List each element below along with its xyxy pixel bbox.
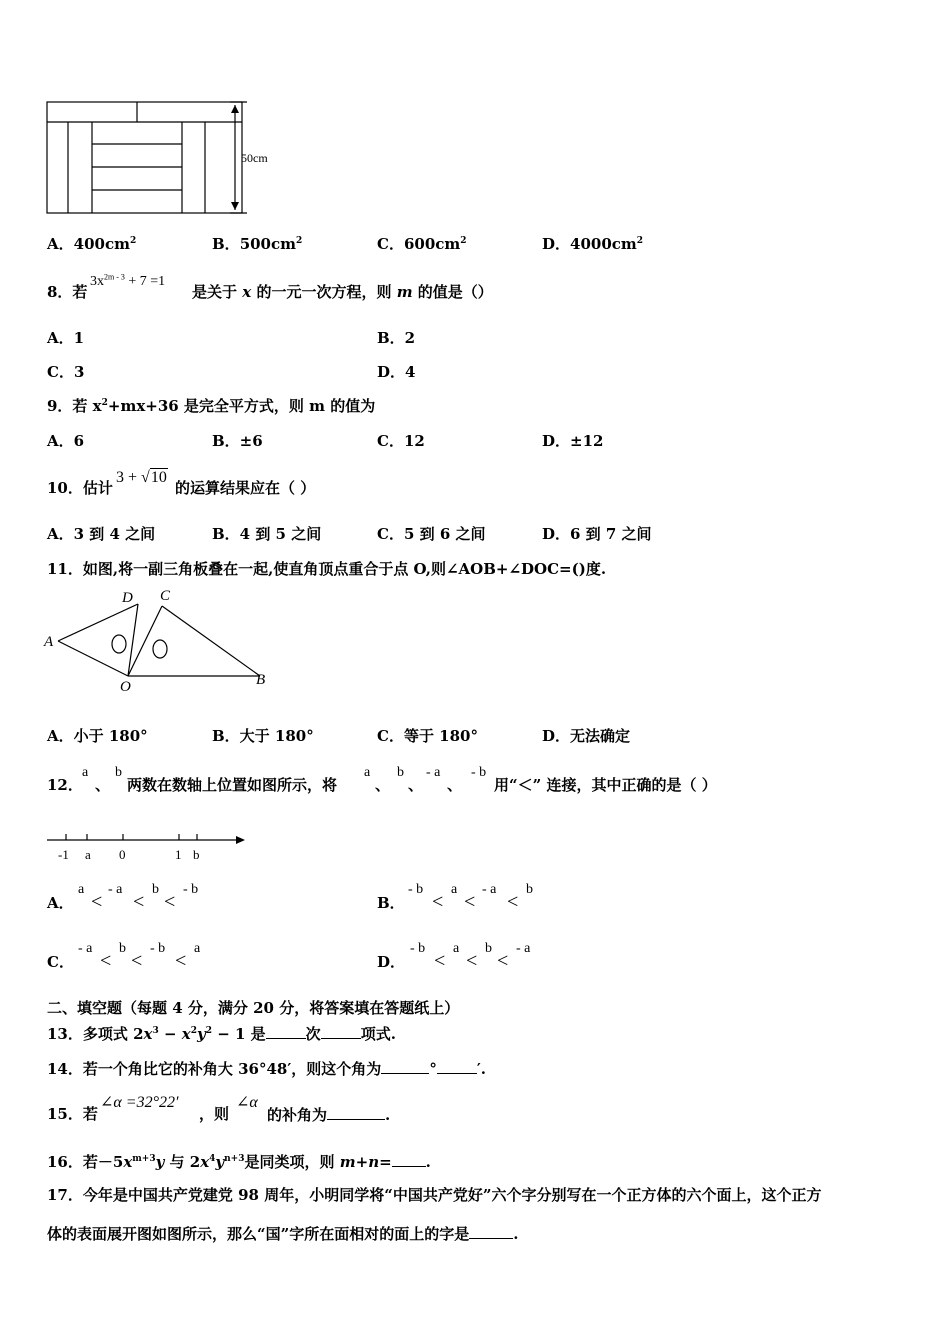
q12-a-term-1: a <box>78 882 85 897</box>
q9-option-d[interactable]: D．±12 <box>542 432 604 450</box>
q11-option-d[interactable]: D．无法确定 <box>542 727 631 745</box>
q12-sep-3: 、 <box>408 776 424 794</box>
q12-d-term-1: - b <box>410 941 426 956</box>
q12-option-b-letter: B． <box>377 894 405 912</box>
q8-number: 8．若 <box>47 283 88 301</box>
q12-a-term-2: - a <box>108 882 123 897</box>
q12-number: 12． <box>47 776 83 794</box>
q12-option-d-letter: D． <box>377 953 406 971</box>
q10-option-b[interactable]: B．4 到 5 之间 <box>212 525 322 543</box>
q10-option-a[interactable]: A．3 到 4 之间 <box>47 525 156 543</box>
q13-blank-2[interactable] <box>321 1026 361 1039</box>
q11-label-c: C <box>160 588 171 604</box>
q15-mid: ，则 <box>199 1105 230 1123</box>
q12-sep-4: 、 <box>447 776 463 794</box>
q15-prefix: 15．若 <box>47 1105 98 1123</box>
q15-blank[interactable] <box>327 1107 385 1120</box>
q12-c-term-3: - b <box>150 941 166 956</box>
q12-c-lt-1: < <box>100 950 112 972</box>
q8-formula: $3x^{2m - 3} + 7 =1$ <box>90 272 166 289</box>
q11-label-o: O <box>120 679 131 695</box>
q12-c-term-2: b <box>119 941 126 956</box>
q7-figure <box>40 97 300 222</box>
q7-option-c[interactable]: C．$600cm^2$ <box>377 235 467 253</box>
q11-option-a[interactable]: A．小于 180° <box>47 727 148 745</box>
q12-sep-2: 、 <box>375 776 391 794</box>
q14-stem: 14．若一个角比它的补角大 36°48′，则这个角为 ° ′. <box>47 1060 486 1078</box>
q11-label-b: B <box>256 672 266 688</box>
axis-label-1: 1 <box>175 847 182 862</box>
axis-label-a: a <box>85 847 91 862</box>
q14-blank-2[interactable] <box>437 1061 477 1074</box>
q12-c-term-1: - a <box>78 941 93 956</box>
q12-sep-1: 、 <box>95 776 111 794</box>
q17-line-2: 体的表面展开图如图所示，那么“国”字所在面相对的面上的字是 . <box>47 1225 519 1243</box>
q12-a-lt-2: < <box>133 891 145 913</box>
q12-d-lt-2: < <box>466 950 478 972</box>
q13-blank-1[interactable] <box>266 1026 306 1039</box>
q17-blank[interactable] <box>469 1226 513 1239</box>
q12-b-lt-1: < <box>432 891 444 913</box>
q15-formula-2: ∠α <box>236 1094 258 1111</box>
q8-stem-tail: 是关于 x 的一元一次方程，则 m 的值是（） <box>192 283 493 301</box>
q11-option-b[interactable]: B．大于 180° <box>212 727 314 745</box>
q10-option-c[interactable]: C．5 到 6 之间 <box>377 525 486 543</box>
q8-option-d[interactable]: D．4 <box>377 363 416 381</box>
q12-option-c-letter: C． <box>47 953 74 971</box>
q12-b-term-3: - a <box>482 882 497 897</box>
section-2-heading: 二、填空题（每题 4 分，满分 20 分，将答案填在答题纸上） <box>47 999 460 1017</box>
q11-label-d: D <box>122 590 133 606</box>
q16-stem: 16．若$-5x^{m+3}y$ 与 $2x^4y^{n+3}$是同类项，则 m+n= . <box>47 1153 431 1171</box>
q15-tail: 的补角为 . <box>267 1106 391 1124</box>
q7-option-d[interactable]: D．$4000cm^2$ <box>542 235 644 253</box>
q11-label-a: A <box>44 634 54 650</box>
q7-option-a[interactable]: A．$400cm^2$ <box>47 235 137 253</box>
q12-c-term-4: a <box>194 941 201 956</box>
q9-option-a[interactable]: A．6 <box>47 432 85 450</box>
q17-line-1: 17．今年是中国共产党建党 98 周年，小明同学将“中国共产党好”六个字分别写在一个正方体的六个面上，这个正方 <box>47 1186 822 1204</box>
q12-a-lt-1: < <box>91 891 103 913</box>
q12-b-term-2: a <box>451 882 458 897</box>
q7-dimension-label: 50cm <box>241 151 268 165</box>
q12-c-lt-3: < <box>175 950 187 972</box>
axis-label-neg1: -1 <box>58 847 69 862</box>
q8-option-b[interactable]: B．2 <box>377 329 416 347</box>
q12-a-term-4: - b <box>183 882 199 897</box>
q8-option-a[interactable]: A．1 <box>47 329 85 347</box>
q12-var-a: a <box>82 765 89 780</box>
axis-label-b: b <box>193 847 200 862</box>
q12-number-line <box>45 832 255 862</box>
q10-number: 10．估计 <box>47 479 113 497</box>
q12-term-neg-b: - b <box>471 765 487 780</box>
q12-b-term-4: b <box>526 882 533 897</box>
q7-option-b[interactable]: B．$500cm^2$ <box>212 235 303 253</box>
q12-d-lt-1: < <box>434 950 446 972</box>
q12-b-lt-3: < <box>507 891 519 913</box>
q15-formula: ∠α =32°22′ <box>100 1094 179 1111</box>
q11-figure <box>40 586 280 696</box>
q9-option-b[interactable]: B．±6 <box>212 432 263 450</box>
q11-option-c[interactable]: C．等于 180° <box>377 727 478 745</box>
q8-option-c[interactable]: C．3 <box>47 363 85 381</box>
q12-term-b: b <box>397 765 404 780</box>
q12-b-term-1: - b <box>408 882 424 897</box>
q12-option-a-letter: A． <box>47 894 74 912</box>
q12-d-term-2: a <box>453 941 460 956</box>
q14-blank-1[interactable] <box>381 1061 429 1074</box>
q12-a-term-3: b <box>152 882 159 897</box>
q9-stem: 9．若 $x^2+mx+36$ 是完全平方式，则 m 的值为 <box>47 397 376 415</box>
q12-a-lt-3: < <box>164 891 176 913</box>
q10-stem-tail: 的运算结果应在（ ） <box>175 479 316 497</box>
q12-var-b: b <box>115 765 122 780</box>
q10-option-d[interactable]: D．6 到 7 之间 <box>542 525 652 543</box>
q12-term-neg-a: - a <box>426 765 441 780</box>
axis-label-0: 0 <box>119 847 126 862</box>
q10-formula: 3 + √10 <box>116 469 167 486</box>
q12-c-lt-2: < <box>131 950 143 972</box>
q12-b-lt-2: < <box>464 891 476 913</box>
q12-term-a: a <box>364 765 371 780</box>
q12-mid: 两数在数轴上位置如图所示，将 <box>127 776 338 794</box>
q12-d-term-3: b <box>485 941 492 956</box>
q12-d-lt-3: < <box>497 950 509 972</box>
q13-stem: 13．多项式 $2x^3 - x^2y^2 - 1$ 是 次 项式. <box>47 1025 396 1043</box>
q9-option-c[interactable]: C．12 <box>377 432 425 450</box>
q12-stem-tail: 用“＜” 连接，其中正确的是（ ） <box>494 776 717 794</box>
q16-blank[interactable] <box>392 1154 426 1167</box>
q11-stem: 11．如图,将一副三角板叠在一起,使直角顶点重合于点 O,则∠AOB+∠DOC=()度. <box>47 560 607 578</box>
q12-d-term-4: - a <box>516 941 531 956</box>
